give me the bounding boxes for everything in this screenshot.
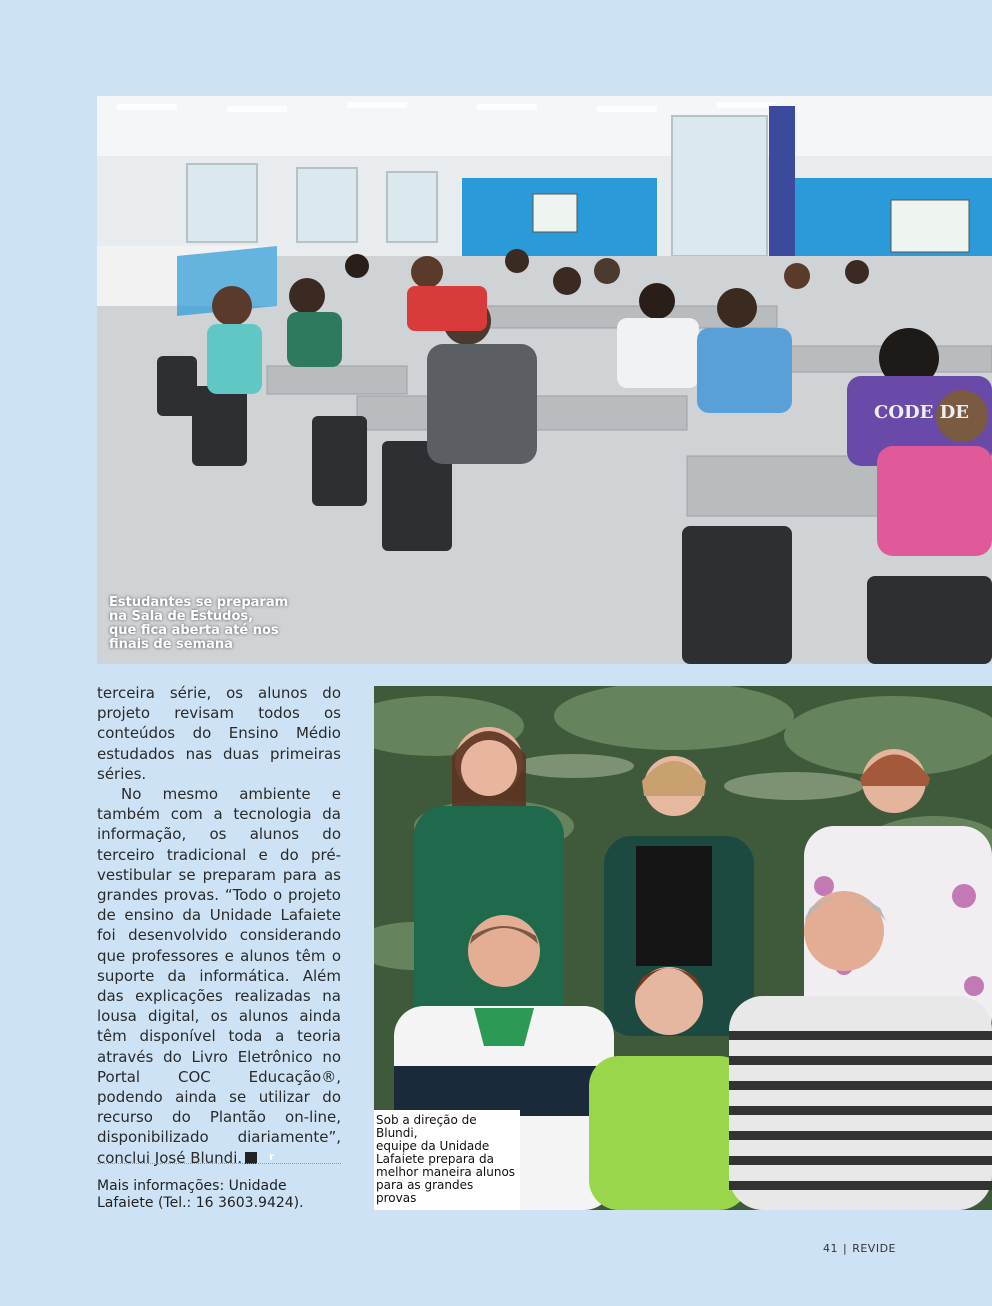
staff-group-photo [374, 686, 992, 1210]
study-hall-photo [97, 96, 992, 664]
article-paragraph-1: terceira série, os alunos do projeto revisam todos os conteúdos do Ensino Médio estudados nas duas primeiras séries. [97, 684, 341, 783]
magazine-name: REVIDE [852, 1242, 896, 1255]
staff-group-caption: Sob a direção de Blundi, equipe da Unidade Lafaiete prepara da melhor maneira alunos para as grandes provas [374, 1110, 520, 1210]
end-of-article-mark: r [245, 1152, 257, 1164]
study-hall-caption: Estudantes se preparam na Sala de Estudos, que fica aberta até nos finais de semana [109, 595, 289, 652]
more-info-note: Mais informações: Unidade Lafaiete (Tel.: 16 3603.9424). [97, 1178, 304, 1211]
article-text [97, 683, 341, 1168]
article-paragraph-2-text: No mesmo ambiente e também com a tecnologia da informação, os alunos do terceiro tradicional e do pré-vestibular se preparam para as grandes provas. “Todo o projeto de ensino da Unidade Lafaiete foi desenvolvido considerando que professores e alunos têm o suporte da informática. Além das explicações realizadas na lousa digital, os alunos ainda têm disponível toda a teoria através do Livro Eletrônico no Portal COC Educação®, podendo ainda se utilizar do recurso do Plantão on-line, disponibilizado diariamente”, conclui José Blundi. [97, 785, 341, 1167]
page-folio [823, 1242, 896, 1255]
shirt-text: CODE DE [874, 402, 969, 423]
page-number: 41 [822, 1242, 838, 1255]
study-hall-illustration [97, 96, 992, 664]
section-divider [97, 1163, 341, 1164]
folio-separator: | [842, 1242, 848, 1255]
article-paragraph-2 [97, 784, 341, 1168]
